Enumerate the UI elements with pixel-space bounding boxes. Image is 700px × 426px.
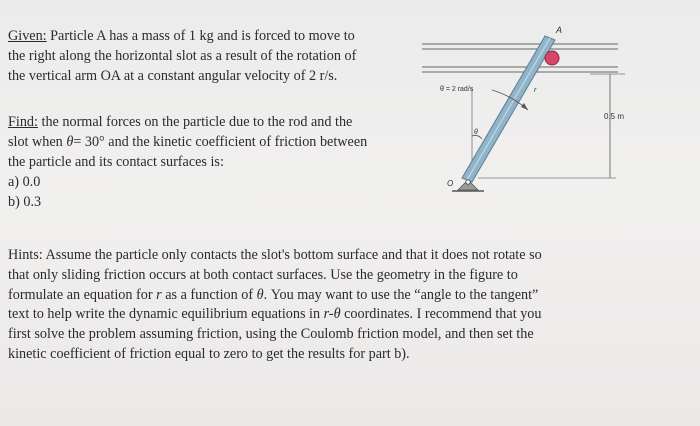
hints-line-3c: . You may want to use the “angle to the tangent” <box>263 286 539 303</box>
hints-line-3 <box>8 286 692 306</box>
find-text-3: the particle and its contact surfaces is: <box>8 154 224 170</box>
hints-line-5: first solve the problem assuming friction, using the Coulomb friction model, and then set the <box>8 326 534 343</box>
hints-r-theta: r-θ <box>323 306 341 323</box>
given-label: Given: <box>8 28 47 44</box>
hints-line-3a: formulate an equation for <box>8 286 157 303</box>
hints-line-1: Hints: Assume the particle only contacts the slot's bottom surface and that it does not rotate so <box>8 247 542 263</box>
arm-highlight <box>467 38 550 180</box>
hints-line-4b: coordinates. I recommend that you <box>340 306 542 323</box>
find-text-2a: slot when <box>8 134 67 150</box>
omega-label: θ̇ = 2 rad/s <box>440 86 474 93</box>
dimension-label: 0.5 m <box>604 112 625 121</box>
find-paragraph <box>8 112 428 212</box>
hints-line-2: that only sliding friction occurs at both contact surfaces. Use the geometry in the figure to <box>8 266 518 283</box>
omega-arrow-head <box>521 103 528 110</box>
find-theta: θ <box>66 134 74 150</box>
point-a-label: A <box>556 25 563 35</box>
pivot-pin <box>466 180 470 184</box>
hints-line-6: kinetic coefficient of friction equal to zero to get the results for part b). <box>8 345 410 362</box>
given-paragraph <box>8 26 428 86</box>
hints-line-4a: text to help write the dynamic equilibrium equations in <box>8 306 324 323</box>
hints-r: r <box>156 286 162 303</box>
mechanism-figure <box>420 18 690 208</box>
hints-line-4 <box>8 305 692 325</box>
given-text-3: the vertical arm OA at a constant angular velocity of 2 r/s. <box>8 68 338 84</box>
hints-theta: θ <box>256 286 264 303</box>
point-o-label: O <box>447 179 454 188</box>
given-text-1: Particle A has a mass of 1 kg and is forced to move to <box>46 28 355 44</box>
find-label: Find: <box>8 114 38 130</box>
particle-a <box>545 51 559 65</box>
hints-paragraph <box>8 246 692 365</box>
option-b: b) 0.3 <box>8 194 42 210</box>
hints-line-3b: as a function of <box>161 286 257 303</box>
given-text-2: the right along the horizontal slot as a result of the rotation of <box>8 48 357 64</box>
r-label: r <box>534 87 537 94</box>
find-text-2b: = 30° and the kinetic coefficient of friction between <box>73 134 368 150</box>
theta-label: θ <box>474 129 478 136</box>
option-a: a) 0.0 <box>8 174 41 190</box>
find-text-1: the normal forces on the particle due to the rod and the <box>37 114 353 130</box>
